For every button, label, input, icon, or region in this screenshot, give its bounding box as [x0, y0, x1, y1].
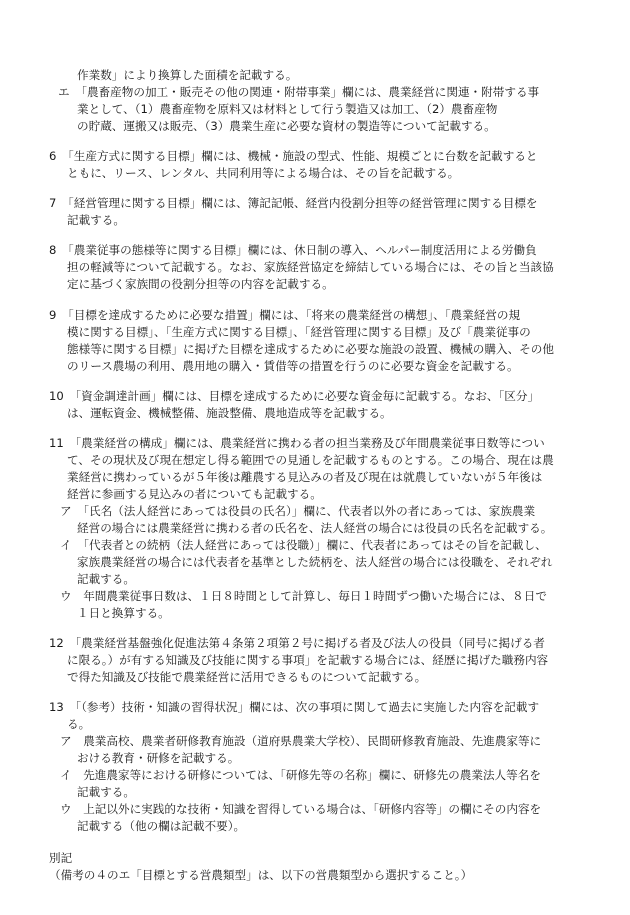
item11-i-line: イ 「代表者との続柄（法人経営にあっては役職）」欄に、代表者にあってはその旨を記載し、 [60, 538, 547, 552]
item11-line: 経営に参画する見込みの者についても記載する。 [67, 487, 322, 501]
item11-i-line: 家族農業経営の場合には代表者を基準とした続柄を、法人経営の場合には役職を、それぞれ [77, 555, 553, 569]
item12-line: に限る。）が有する知識及び技能に関する事項」を記載する場合には、経歴に掲げた職務内容 [67, 653, 549, 667]
annex-title: 別記 [49, 851, 73, 865]
item9-line: 模に関する目標」、「生産方式に関する目標」、「経営管理に関する目標」及び「農業従事の [67, 325, 531, 339]
item13-u-line: 記載する（他の欄は記載不要）。 [77, 819, 246, 833]
item7-line: 7 「経営管理に関する目標」欄には、簿記記帳、経営内役割分担等の経営管理に関する目標を [49, 196, 538, 210]
item4-cont-line: 作業数」により換算した面積を記載する。 [77, 68, 298, 82]
annex-note: （備考の４のエ「目標とする営農類型」は、以下の営農類型から選択すること。） [49, 868, 473, 882]
item11-a-line: 経営の場合には農業経営に携わる者の氏名を、法人経営の場合には役員の氏名を記載する。 [77, 521, 553, 535]
item13-i-line: イ 先進農家等における研修については、「研修先等の名称」欄に、研修先の農業法人等名を [60, 768, 541, 782]
item4-e-line: 業として、（1）農畜産物を原料又は材料として行う製造又は加工、（2）農畜産物 [77, 102, 498, 116]
item11-line: て、その現状及び現在想定し得る範囲での見通しを記載するものとする。この場合、現在は農 [67, 453, 554, 467]
item11-u-line: １日と換算する。 [77, 606, 170, 620]
item11-a-line: ア 「氏名（法人経営にあっては役員の氏名）」欄に、代表者以外の者にあっては、家族農業 [60, 504, 536, 518]
item8-line: 定に基づく家族間の役割分担等の内容を記載する。 [67, 277, 334, 291]
item9-line: 9 「目標を達成するために必要な措置」欄には、「将来の農業経営の構想」、「農業経営の規 [49, 308, 521, 322]
item11-line: 業経営に携わっているが５年後は離農する見込みの者及び現在は就農していないが５年後は [67, 470, 543, 484]
item7-line: 記載する。 [67, 213, 125, 227]
item8-line: 担の軽減等について記載する。なお、家族経営協定を締結している場合には、その旨と当該協 [67, 260, 554, 274]
item8-line: 8 「農業従事の態様等に関する目標」欄には、休日制の導入、ヘルパー制度活用による労働負 [49, 243, 537, 257]
item10-line: 10 「資金調達計画」欄には、目標を達成するために必要な資金毎に記載する。なお、「区分」 [49, 389, 540, 403]
item13-u-line: ウ 上記以外に実践的な技術・知識を習得している場合は、「研修内容等」の欄にその内容を [60, 802, 542, 816]
item10-line: は、運転資金、機械整備、施設整備、農地造成等を記載する。 [67, 406, 392, 420]
item13-a-line: ア 農業高校、農業者研修教育施設（道府県農業大学校）、民間研修教育施設、先進農家等に [60, 734, 542, 748]
item11-u-line: ウ 年間農業従事日数は、１日８時間として計算し、毎日１時間ずつ働いた場合には、８日で [60, 589, 547, 603]
item11-line: 11 「農業経営の構成」欄には、農業経営に携わる者の担当業務及び年間農業従事日数等につい [49, 436, 545, 450]
item6-line: 6 「生産方式に関する目標」欄には、機械・施設の型式、性能、規模ごとに台数を記載すると [49, 149, 538, 163]
item12-line: 12 「農業経営基盤強化促進法第４条第２項第２号に掲げる者及び法人の役員（同号に掲げる者 [49, 636, 545, 650]
item9-line: のリース農場の利用、農用地の購入・賃借等の措置を行うのに必要な資金を記載する。 [67, 359, 519, 373]
item6-line: ともに、リース、レンタル、共同利用等による場合は、その旨を記載する。 [67, 166, 460, 180]
item4-e-head: エ 「農畜産物の加工・販売その他の関連・附帯事業」欄には、農業経営に関連・附帯する事 [58, 85, 540, 99]
item13-line: る。 [67, 717, 91, 731]
item12-line: で得た知識及び技能で農業経営に活用できるものについて記載する。 [67, 670, 427, 684]
item4-e-line: の貯蔵、運搬又は販売、（3）農業生産に必要な資材の製造等について記載する。 [77, 119, 496, 133]
item11-i-line: 記載する。 [77, 572, 135, 586]
item9-line: 態様等に関する目標」に掲げた目標を達成するために必要な施設の設置、機械の購入、その他 [67, 342, 554, 356]
item13-i-line: 記載する。 [77, 785, 135, 799]
item13-line: 13 「（参考）技術・知識の習得状況」欄には、次の事項に関して過去に実施した内容を記載す [49, 700, 540, 714]
item13-a-line: おける教育・研修を記載する。 [77, 751, 240, 765]
